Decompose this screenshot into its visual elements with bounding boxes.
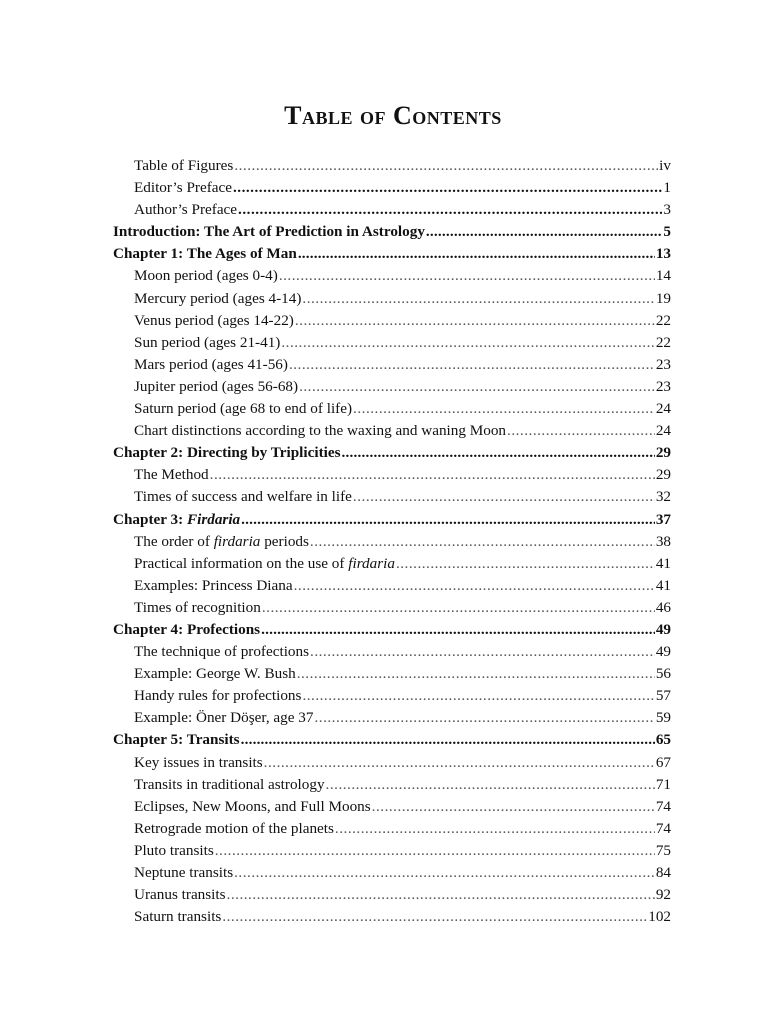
- toc-section-entry[interactable]: [113, 354, 671, 376]
- toc-entry-italic-term: Firdaria: [186, 510, 241, 528]
- toc-entry-label: [134, 796, 371, 818]
- dot-leader: [310, 531, 655, 553]
- toc-page-number: 92: [655, 886, 671, 904]
- toc-entry-label: [113, 509, 240, 531]
- toc-page-number: 67: [655, 753, 671, 771]
- toc-entry-text: Times of success and welfare in life: [134, 488, 352, 506]
- toc-entry-text: Sun period (ages 21-41): [134, 333, 281, 351]
- dot-leader: [262, 597, 655, 619]
- dot-leader: [335, 818, 655, 840]
- toc-entry-text: Transits in traditional astrology: [134, 775, 325, 793]
- toc-entry-italic-term: firdaria: [213, 532, 261, 550]
- toc-entry-label: [134, 840, 214, 862]
- toc-section-entry[interactable]: [113, 553, 671, 575]
- dot-leader: [353, 398, 655, 420]
- toc-entry-label: [134, 818, 334, 840]
- toc-section-entry[interactable]: [113, 288, 671, 310]
- toc-page-number: 74: [655, 819, 671, 837]
- toc-section-entry[interactable]: [113, 310, 671, 332]
- toc-entry-label: [134, 707, 313, 729]
- toc-page-number: 23: [655, 355, 671, 373]
- dot-leader: [227, 884, 655, 906]
- toc-section-entry[interactable]: [113, 641, 671, 663]
- dot-leader: [507, 420, 655, 442]
- toc-entry-label: [134, 862, 233, 884]
- toc-chapter-entry[interactable]: [113, 243, 671, 265]
- toc-section-entry[interactable]: [113, 420, 671, 442]
- toc-section-entry[interactable]: [113, 796, 671, 818]
- toc-entry-label: [134, 752, 263, 774]
- toc-entry-label: [134, 376, 298, 398]
- toc-entry-text: Chart distinctions according to the waxing and waning Moon: [134, 422, 507, 440]
- toc-page-number: 59: [655, 709, 671, 727]
- dot-leader: [281, 332, 654, 354]
- dot-leader: [234, 862, 655, 884]
- toc-entry-label: [134, 199, 237, 221]
- dot-leader: [298, 243, 655, 265]
- dot-leader: [279, 265, 655, 287]
- dot-leader: [241, 509, 655, 531]
- toc-entry-text: The order of: [134, 532, 214, 550]
- toc-section-entry[interactable]: [113, 774, 671, 796]
- toc-entry-label: [134, 906, 221, 928]
- toc-entry-text: Mercury period (ages 4-14): [134, 289, 302, 307]
- toc-page-number: 3: [663, 201, 671, 219]
- toc-page-number: 38: [655, 532, 671, 550]
- toc-entry-text: Example: George W. Bush: [134, 665, 296, 683]
- toc-page-number: 23: [655, 377, 671, 395]
- toc-page-number: 22: [655, 311, 671, 329]
- toc-entry-text-suffix: periods: [260, 532, 309, 550]
- toc-entry-label: [134, 486, 352, 508]
- dot-leader: [222, 906, 647, 928]
- toc-section-entry[interactable]: [113, 464, 671, 486]
- toc-entry-text: Saturn transits: [134, 908, 222, 926]
- toc-entry-text: Jupiter period (ages 56-68): [134, 377, 299, 395]
- toc-entry-text: The Method: [134, 466, 209, 484]
- toc-entry-text: Example: Öner Döşer, age 37: [134, 709, 314, 727]
- toc-page-number: 13: [655, 245, 671, 263]
- toc-entry-label: [134, 420, 506, 442]
- toc-entry-label: [113, 221, 425, 243]
- toc-section-entry[interactable]: [113, 663, 671, 685]
- toc-entry-text: The technique of profections: [134, 643, 310, 661]
- toc-entry-label: [134, 332, 280, 354]
- dot-leader: [326, 774, 655, 796]
- dot-leader: [241, 729, 655, 751]
- toc-page-number: 19: [655, 289, 671, 307]
- toc-entry-label: [134, 398, 352, 420]
- toc-section-entry[interactable]: [113, 155, 671, 177]
- toc-entry-text: Chapter 2: Directing by Triplicities: [113, 444, 341, 462]
- dot-leader: [289, 354, 655, 376]
- toc-entry-label: [134, 310, 294, 332]
- toc-section-entry[interactable]: [113, 862, 671, 884]
- toc-page-number: 49: [655, 643, 671, 661]
- toc-section-entry[interactable]: [113, 531, 671, 553]
- toc-entry-text: Handy rules for profections: [134, 687, 302, 705]
- toc-section-entry[interactable]: [113, 398, 671, 420]
- toc-entry-text: Chapter 4: Profections: [113, 620, 261, 638]
- toc-chapter-entry[interactable]: [113, 619, 671, 641]
- toc-chapter-entry[interactable]: [113, 442, 671, 464]
- toc-entry-text: Eclipses, New Moons, and Full Moons: [134, 797, 371, 815]
- toc-section-entry[interactable]: [113, 884, 671, 906]
- dot-leader: [342, 442, 655, 464]
- toc-section-entry[interactable]: [113, 575, 671, 597]
- toc-entry-text: Neptune transits: [134, 864, 234, 881]
- toc-section-entry[interactable]: [113, 177, 671, 199]
- toc-page-number: 84: [655, 864, 671, 881]
- toc-entry-label: [134, 597, 261, 619]
- toc-page-number: 29: [655, 444, 671, 462]
- toc-entry-label: [134, 354, 288, 376]
- toc-entry-text: Retrograde motion of the planets: [134, 819, 334, 837]
- toc-entry-label: [134, 553, 395, 575]
- toc-entry-label: [134, 685, 301, 707]
- toc-entry-label: [134, 531, 309, 553]
- toc-entry-text: Chapter 3:: [113, 510, 187, 528]
- dot-leader: [294, 575, 655, 597]
- toc-entry-italic-term: firdaria: [348, 554, 395, 572]
- dot-leader: [302, 288, 654, 310]
- toc-section-entry[interactable]: [113, 199, 671, 221]
- toc-chapter-entry[interactable]: [113, 221, 671, 243]
- toc-entry-label: [134, 575, 293, 597]
- toc-page-number: 46: [655, 598, 671, 616]
- dot-leader: [238, 199, 662, 221]
- toc-entry-text: Editor’s Preface: [134, 179, 232, 197]
- toc-page-number: 75: [655, 841, 671, 859]
- toc-section-entry[interactable]: [113, 707, 671, 729]
- dot-leader: [302, 685, 654, 707]
- toc-entry-label: [134, 265, 278, 287]
- toc-page-number: 14: [655, 267, 671, 285]
- toc-entry-label: [113, 243, 297, 265]
- toc-entry-label: [134, 288, 301, 310]
- toc-entry-text: Uranus transits: [134, 886, 226, 904]
- toc-entry-text: Times of recognition: [134, 598, 261, 616]
- toc-page-number: iv: [659, 157, 671, 174]
- dot-leader: [234, 155, 658, 177]
- dot-leader: [372, 796, 655, 818]
- toc-page-number: 22: [655, 333, 671, 351]
- toc-entry-text: Table of Figures: [134, 157, 234, 174]
- dot-leader: [353, 486, 655, 508]
- toc-section-entry[interactable]: [113, 818, 671, 840]
- toc-entry-text: Key issues in transits: [134, 753, 263, 771]
- toc-entry-label: [134, 641, 309, 663]
- toc-page-number: 1: [663, 179, 671, 197]
- toc-page-number: 24: [655, 400, 671, 418]
- toc-entry-text: Introduction: The Art of Prediction in Astrology: [113, 223, 425, 241]
- toc-entry-label: [134, 177, 232, 199]
- toc-page-number: 71: [655, 775, 671, 793]
- toc-page-number: 5: [663, 223, 671, 241]
- toc-section-entry[interactable]: [113, 376, 671, 398]
- dot-leader: [264, 752, 655, 774]
- toc-page-number: 65: [655, 731, 671, 749]
- toc-entry-text: Practical information on the use of: [134, 554, 349, 572]
- dot-leader: [426, 221, 662, 243]
- toc-entry-label: [134, 774, 325, 796]
- toc-entry-text: Venus period (ages 14-22): [134, 311, 294, 329]
- toc-entry-text: Chapter 1: The Ages of Man: [113, 245, 297, 263]
- toc-page-number: 32: [655, 488, 671, 506]
- toc-page-number: 56: [655, 665, 671, 683]
- dot-leader: [261, 619, 655, 641]
- table-of-contents: [113, 155, 671, 928]
- toc-page-number: 37: [655, 510, 671, 528]
- toc-section-entry[interactable]: [113, 265, 671, 287]
- toc-section-entry[interactable]: [113, 332, 671, 354]
- toc-entry-text: Author’s Preface: [134, 201, 238, 219]
- toc-section-entry[interactable]: [113, 685, 671, 707]
- toc-page-number: 41: [655, 576, 671, 594]
- toc-entry-text: Examples: Princess Diana: [134, 576, 293, 594]
- toc-entry-text: Pluto transits: [134, 841, 214, 859]
- toc-entry-label: [134, 464, 209, 486]
- toc-entry-label: [113, 729, 240, 751]
- toc-entry-text: Saturn period (age 68 to end of life): [134, 400, 353, 418]
- dot-leader: [297, 663, 655, 685]
- toc-page-number: 29: [655, 466, 671, 484]
- toc-entry-label: [113, 619, 260, 641]
- toc-page-number: 49: [655, 620, 671, 638]
- dot-leader: [299, 376, 655, 398]
- toc-page-number: 102: [648, 908, 671, 926]
- toc-page-number: 41: [655, 554, 671, 572]
- toc-entry-text: Moon period (ages 0-4): [134, 267, 278, 285]
- dot-leader: [295, 310, 655, 332]
- toc-page-number: 74: [655, 797, 671, 815]
- toc-entry-label: [113, 442, 341, 464]
- dot-leader: [215, 840, 655, 862]
- toc-entry-label: [134, 155, 233, 177]
- dot-leader: [396, 553, 655, 575]
- dot-leader: [310, 641, 655, 663]
- toc-entry-label: [134, 884, 226, 906]
- toc-chapter-entry[interactable]: [113, 729, 671, 751]
- dot-leader: [314, 707, 654, 729]
- toc-section-entry[interactable]: [113, 486, 671, 508]
- toc-section-entry[interactable]: [113, 597, 671, 619]
- dot-leader: [233, 177, 662, 199]
- toc-entry-text: Mars period (ages 41-56): [134, 355, 288, 373]
- page-title: Table of Contents: [284, 101, 502, 130]
- toc-entry-label: [134, 663, 296, 685]
- toc-chapter-entry[interactable]: [113, 509, 671, 531]
- dot-leader: [210, 464, 655, 486]
- toc-page-number: 57: [655, 687, 671, 705]
- toc-section-entry[interactable]: [113, 906, 671, 928]
- toc-section-entry[interactable]: [113, 752, 671, 774]
- toc-page-number: 24: [655, 422, 671, 440]
- toc-section-entry[interactable]: [113, 840, 671, 862]
- toc-entry-text: Chapter 5: Transits: [113, 731, 240, 749]
